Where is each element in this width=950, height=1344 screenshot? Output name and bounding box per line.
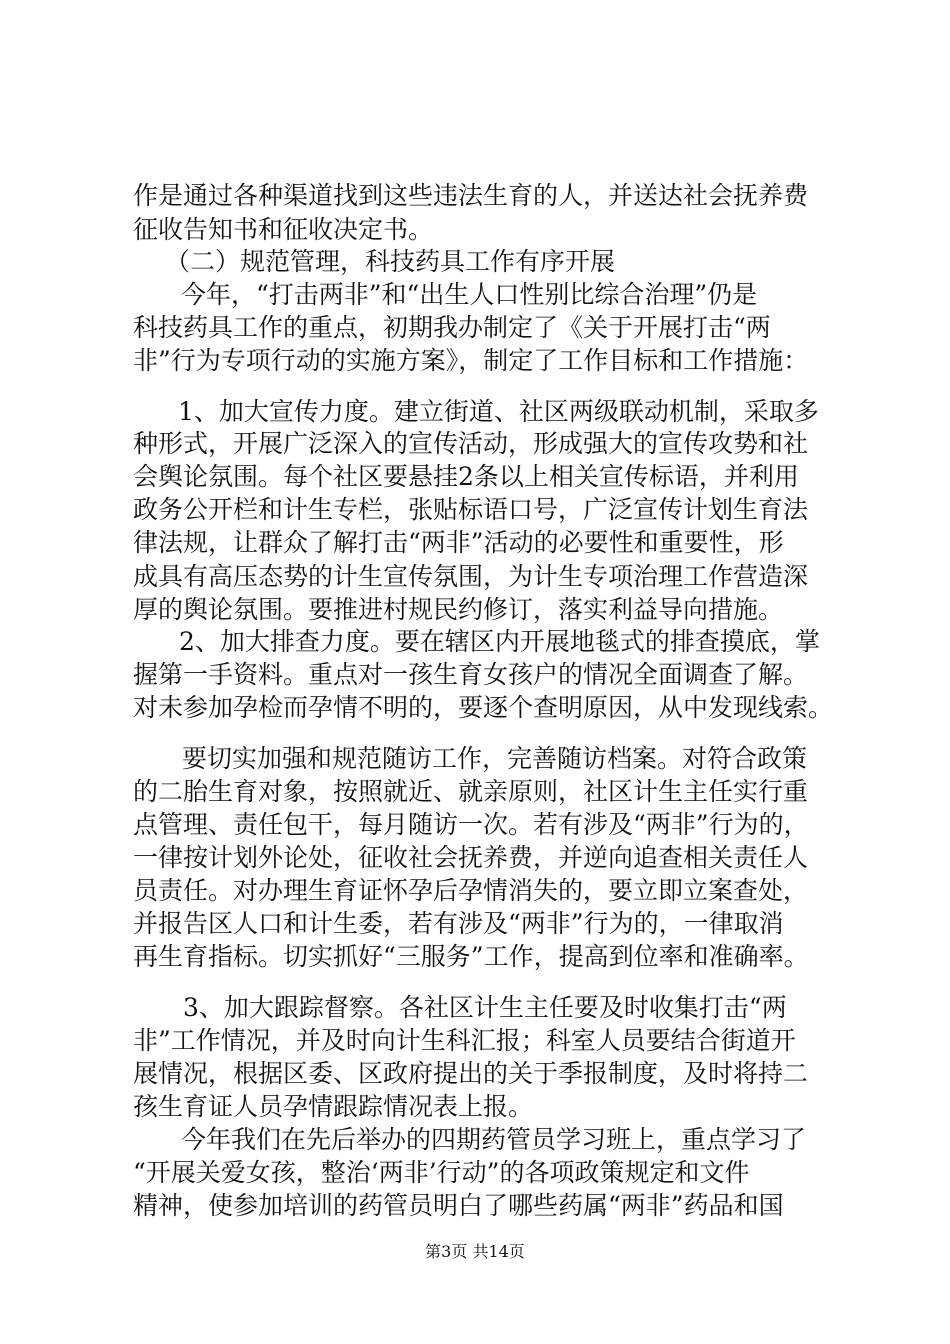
- text-line: 律法规，让群众了解打击“两非”活动的必要性和重要性，形: [133, 528, 784, 557]
- text-line: 征收告知书和征收决定书。: [133, 215, 434, 244]
- page-number-footer: 第3页 共14页: [425, 1242, 525, 1261]
- text-line: 成具有高压态势的计生宣传氛围，为计生专项治理工作营造深: [133, 562, 809, 591]
- text-line: 要切实加强和规范随访工作，完善随访档案。对符合政策: [182, 744, 808, 773]
- section-heading: （二）规范管理，科技药具工作有序开展: [165, 247, 616, 276]
- text-line: 精神，使参加培训的药管员明白了哪些药属“两非”药品和国: [133, 1191, 784, 1220]
- list-item-heading: 1、加大宣传力度。建立街道、社区两级联动机制，采取多: [178, 397, 819, 426]
- text-line: 厚的舆论氛围。要推进村规民约修订，落实利益导向措施。: [133, 595, 784, 624]
- text-line: 员责任。对办理生育证怀孕后孕情消失的，要立即立案查处，: [133, 876, 809, 905]
- text-line: 种形式，开展广泛深入的宣传活动，形成强大的宣传攻势和社: [133, 429, 809, 458]
- list-item-heading: 2、加大排查力度。要在辖区内开展地毯式的排查摸底，掌: [179, 627, 820, 656]
- text-line: 孩生育证人员孕情跟踪情况表上报。: [133, 1092, 534, 1121]
- text-line: 会舆论氛围。每个社区要悬挂2条以上相关宣传标语，并利用: [133, 462, 799, 491]
- text-line: 握第一手资料。重点对一孩生育女孩户的情况全面调查了解。: [133, 660, 809, 689]
- text-line: 非”工作情况，并及时向计生科汇报；科室人员要结合街道开: [133, 1026, 796, 1055]
- text-line: 对未参加孕检而孕情不明的，要逐个查明原因，从中发现线索。: [133, 693, 834, 722]
- text-line: 今年我们在先后举办的四期药管员学习班上，重点学习了: [181, 1125, 807, 1154]
- text-line: 一律按计划外论处，征收社会抚养费，并逆向追查相关责任人: [133, 843, 809, 872]
- text-line: 再生育指标。切实抓好“三服务”工作，提高到位率和准确率。: [133, 942, 809, 971]
- text-line: 作是通过各种渠道找到这些违法生育的人，并送达社会抚养费: [133, 181, 809, 210]
- text-line: 今年，“打击两非”和“出生人口性别比综合治理”仍是: [181, 280, 758, 309]
- text-line: 政务公开栏和计生专栏，张贴标语口号，广泛宣传计划生育法: [133, 495, 809, 524]
- text-line: 展情况，根据区委、区政府提出的关于季报制度，及时将持二: [133, 1059, 809, 1088]
- text-line: 非”行为专项行动的实施方案》，制定了工作目标和工作措施：: [133, 346, 809, 375]
- text-line: 并报告区人口和计生委，若有涉及“两非”行为的，一律取消: [133, 909, 784, 938]
- text-line: 的二胎生育对象，按照就近、就亲原则，社区计生主任实行重: [133, 777, 809, 806]
- text-line: 点管理、责任包干，每月随访一次。若有涉及“两非”行为的，: [133, 810, 809, 839]
- list-item-heading: 3、加大跟踪督察。各社区计生主任要及时收集打击“两: [183, 993, 787, 1022]
- text-line: “开展关爱女孩，整治‘两非’行动”的各项政策规定和文件: [133, 1158, 750, 1187]
- text-line: 科技药具工作的重点，初期我办制定了《关于开展打击“两: [133, 313, 771, 342]
